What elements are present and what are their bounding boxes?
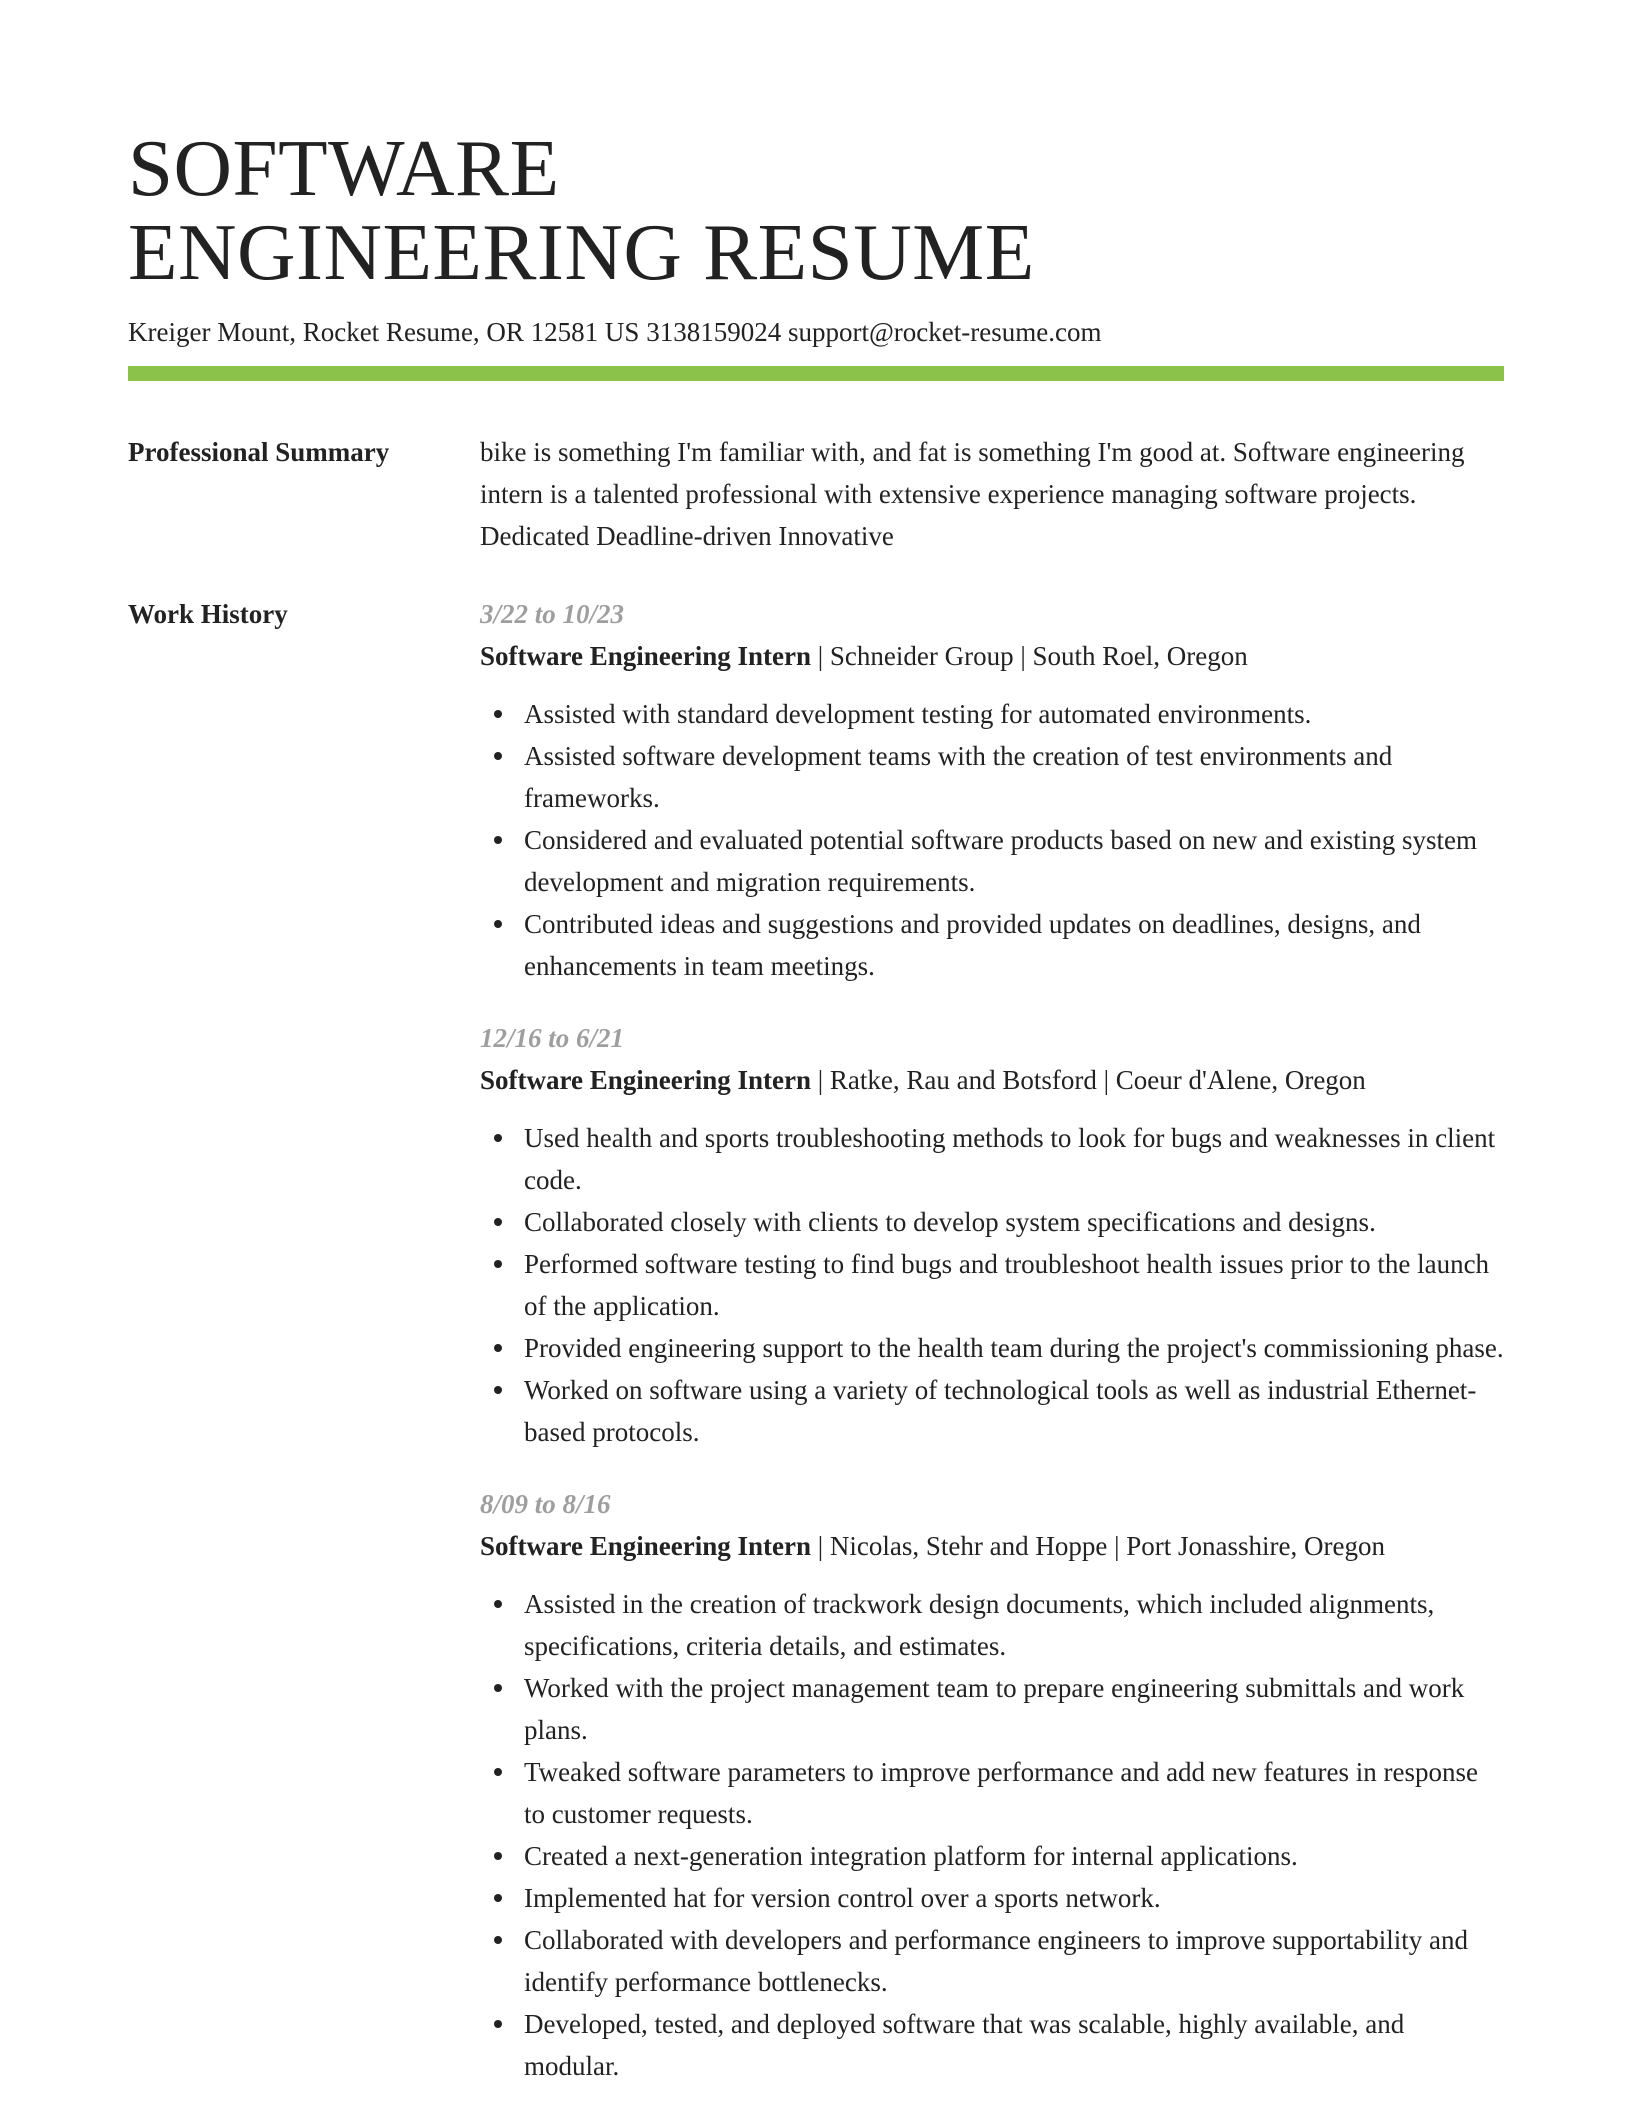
bullet-icon [494, 1600, 502, 1608]
job-bullets [480, 1117, 1504, 1453]
bullet-icon [494, 1894, 502, 1902]
bullet-text: Contributed ideas and suggestions and provided updates on deadlines, designs, and enhancements in team meetings. [524, 909, 1421, 981]
summary-text: bike is something I'm familiar with, and fat is something I'm good at. Software engineering intern is a talented professional with extensive experience managing software projects. Dedicated Deadline-driven Innovative [480, 437, 1465, 551]
bullet-text: Assisted in the creation of trackwork design documents, which included alignments, specifications, criteria details, and estimates. [524, 1589, 1435, 1661]
resume-title [128, 123, 1504, 297]
work-history-section [128, 593, 1504, 2117]
job-bullet [524, 735, 1504, 819]
job-bullet [524, 1751, 1504, 1835]
job-heading [480, 1059, 1504, 1101]
job-bullet [524, 1201, 1504, 1243]
bullet-icon [494, 1134, 502, 1142]
job-bullet [524, 1877, 1504, 1919]
job-details: | Schneider Group | South Roel, Oregon [811, 641, 1248, 671]
summary-heading: Professional Summary [128, 437, 390, 467]
job-bullet [524, 1919, 1504, 2003]
title-line-2: ENGINEERING RESUME [128, 207, 1035, 297]
job-entry [480, 1017, 1504, 1453]
bullet-icon [494, 1344, 502, 1352]
bullet-icon [494, 1936, 502, 1944]
job-bullet [524, 693, 1504, 735]
job-dates: 3/22 to 10/23 [480, 599, 625, 629]
bullet-text: Performed software testing to find bugs and troubleshoot health issues prior to the launch of the application. [524, 1249, 1490, 1321]
bullet-text: Used health and sports troubleshooting methods to look for bugs and weaknesses in client code. [524, 1123, 1496, 1195]
title-line-1: SOFTWARE [128, 123, 560, 213]
bullet-text: Assisted software development teams with the creation of test environments and frameworks. [524, 741, 1393, 813]
job-bullet [524, 1583, 1504, 1667]
bullet-icon [494, 710, 502, 718]
bullet-text: Developed, tested, and deployed software that was scalable, highly available, and modular. [524, 2009, 1405, 2081]
bullet-icon [494, 2020, 502, 2028]
bullet-icon [494, 920, 502, 928]
bullet-text: Implemented hat for version control over a sports network. [524, 1883, 1161, 1913]
bullet-icon [494, 1386, 502, 1394]
job-entry [480, 593, 1504, 987]
job-title: Software Engineering Intern [480, 1531, 811, 1561]
summary-section [128, 431, 1504, 557]
job-bullet [524, 1243, 1504, 1327]
bullet-text: Collaborated with developers and performance engineers to improve supportability and identify performance bottlenecks. [524, 1925, 1468, 1997]
accent-divider [128, 366, 1504, 381]
job-bullets [480, 1583, 1504, 2087]
job-heading [480, 1525, 1504, 1567]
bullet-icon [494, 1218, 502, 1226]
job-title: Software Engineering Intern [480, 641, 811, 671]
bullet-text: Worked on software using a variety of technological tools as well as industrial Ethernet-based protocols. [524, 1375, 1477, 1447]
job-bullet [524, 1835, 1504, 1877]
job-title: Software Engineering Intern [480, 1065, 811, 1095]
job-details: | Ratke, Rau and Botsford | Coeur d'Alene, Oregon [811, 1065, 1366, 1095]
job-dates: 12/16 to 6/21 [480, 1023, 625, 1053]
job-bullets [480, 693, 1504, 987]
job-heading [480, 635, 1504, 677]
bullet-icon [494, 836, 502, 844]
bullet-text: Collaborated closely with clients to develop system specifications and designs. [524, 1207, 1376, 1237]
job-details: | Nicolas, Stehr and Hoppe | Port Jonasshire, Oregon [811, 1531, 1385, 1561]
job-bullet [524, 819, 1504, 903]
resume-page [128, 123, 1504, 2117]
bullet-text: Assisted with standard development testing for automated environments. [524, 699, 1312, 729]
contact-info: Kreiger Mount, Rocket Resume, OR 12581 US 3138159024 support@rocket-resume.com [128, 317, 1102, 347]
job-bullet [524, 1117, 1504, 1201]
bullet-icon [494, 752, 502, 760]
job-entry [480, 1483, 1504, 2087]
bullet-icon [494, 1768, 502, 1776]
bullet-icon [494, 1260, 502, 1268]
work-history-heading: Work History [128, 599, 288, 629]
bullet-icon [494, 1852, 502, 1860]
job-bullet [524, 1327, 1504, 1369]
bullet-icon [494, 1684, 502, 1692]
job-dates: 8/09 to 8/16 [480, 1489, 611, 1519]
bullet-text: Considered and evaluated potential software products based on new and existing system development and migration requirements. [524, 825, 1478, 897]
job-bullet [524, 1369, 1504, 1453]
job-bullet [524, 903, 1504, 987]
job-bullet [524, 1667, 1504, 1751]
bullet-text: Provided engineering support to the health team during the project's commissioning phase. [524, 1333, 1504, 1363]
bullet-text: Created a next-generation integration platform for internal applications. [524, 1841, 1298, 1871]
bullet-text: Tweaked software parameters to improve performance and add new features in response to customer requests. [524, 1757, 1478, 1829]
work-history-list [480, 593, 1504, 2117]
job-bullet [524, 2003, 1504, 2087]
bullet-text: Worked with the project management team to prepare engineering submittals and work plans. [524, 1673, 1465, 1745]
